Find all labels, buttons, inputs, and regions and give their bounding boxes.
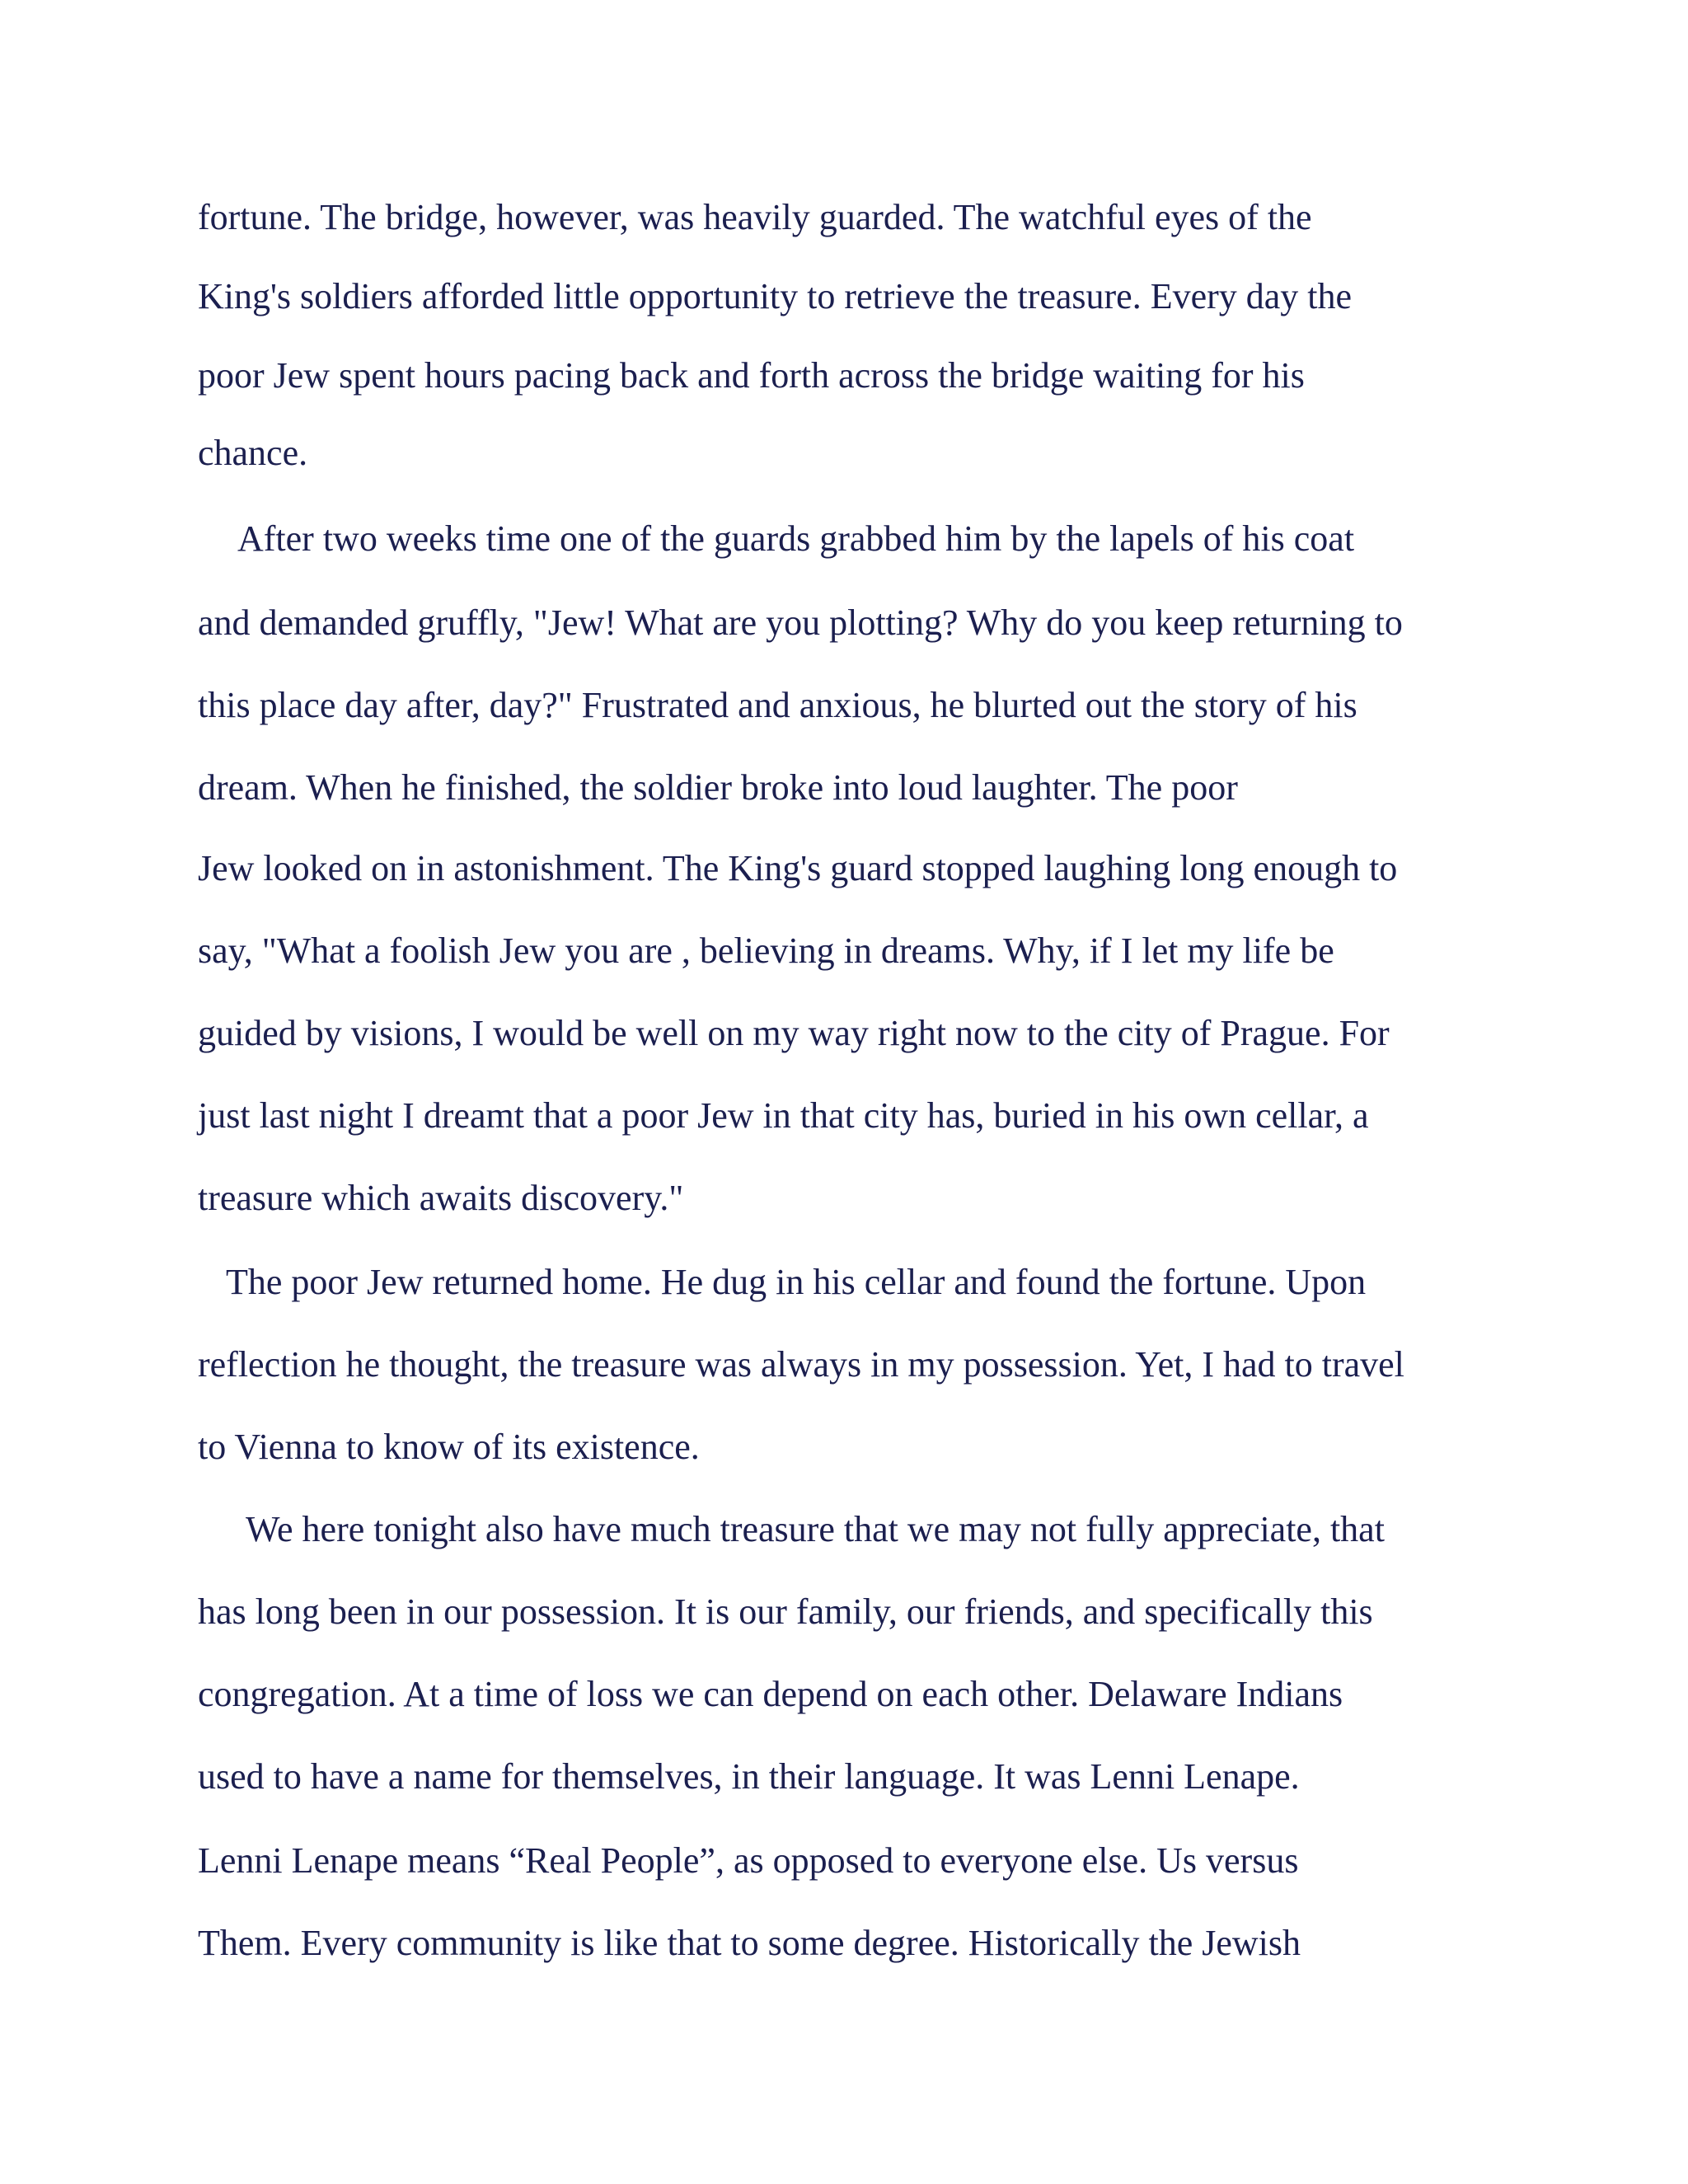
text-line-1: fortune. The bridge, however, was heavily guarded. The watchful eyes of the bbox=[198, 197, 1312, 237]
text-line-22: Them. Every community is like that to some degree. Historically the Jewish bbox=[198, 1923, 1301, 1963]
text-line-19: congregation. At a time of loss we can depend on each other. Delaware Indians bbox=[198, 1674, 1343, 1714]
text-line-16: to Vienna to know of its existence. bbox=[198, 1427, 700, 1467]
text-line-17: We here tonight also have much treasure that we may not fully appreciate, that bbox=[246, 1509, 1385, 1549]
text-line-10: say, "What a foolish Jew you are , believing in dreams. Why, if I let my life be bbox=[198, 930, 1334, 971]
text-line-21: Lenni Lenape means “Real People”, as opposed to everyone else. Us versus bbox=[198, 1840, 1299, 1881]
text-line-7: this place day after, day?" Frustrated and anxious, he blurted out the story of his bbox=[198, 685, 1357, 725]
text-line-13: treasure which awaits discovery." bbox=[198, 1178, 684, 1218]
text-line-5: After two weeks time one of the guards grabbed him by the lapels of his coat bbox=[237, 518, 1355, 559]
text-line-4: chance. bbox=[198, 433, 308, 473]
text-line-2: King's soldiers afforded little opportunity to retrieve the treasure. Every day the bbox=[198, 276, 1353, 316]
text-line-9: Jew looked on in astonishment. The King's guard stopped laughing long enough to bbox=[198, 848, 1398, 888]
text-line-15: reflection he thought, the treasure was always in my possession. Yet, I had to travel bbox=[198, 1344, 1404, 1385]
text-line-8: dream. When he finished, the soldier broke into loud laughter. The poor bbox=[198, 767, 1238, 808]
text-line-11: guided by visions, I would be well on my way right now to the city of Prague. For bbox=[198, 1013, 1390, 1053]
text-line-18: has long been in our possession. It is our family, our friends, and specifically this bbox=[198, 1591, 1373, 1632]
text-line-6: and demanded gruffly, "Jew! What are you plotting? Why do you keep returning to bbox=[198, 602, 1403, 643]
text-line-14: The poor Jew returned home. He dug in his cellar and found the fortune. Upon bbox=[226, 1262, 1367, 1302]
text-line-12: just last night I dreamt that a poor Jew in that city has, buried in his own cellar, a bbox=[198, 1095, 1369, 1136]
text-line-3: poor Jew spent hours pacing back and forth across the bridge waiting for his bbox=[198, 355, 1305, 396]
text-line-20: used to have a name for themselves, in their language. It was Lenni Lenape. bbox=[198, 1756, 1300, 1797]
